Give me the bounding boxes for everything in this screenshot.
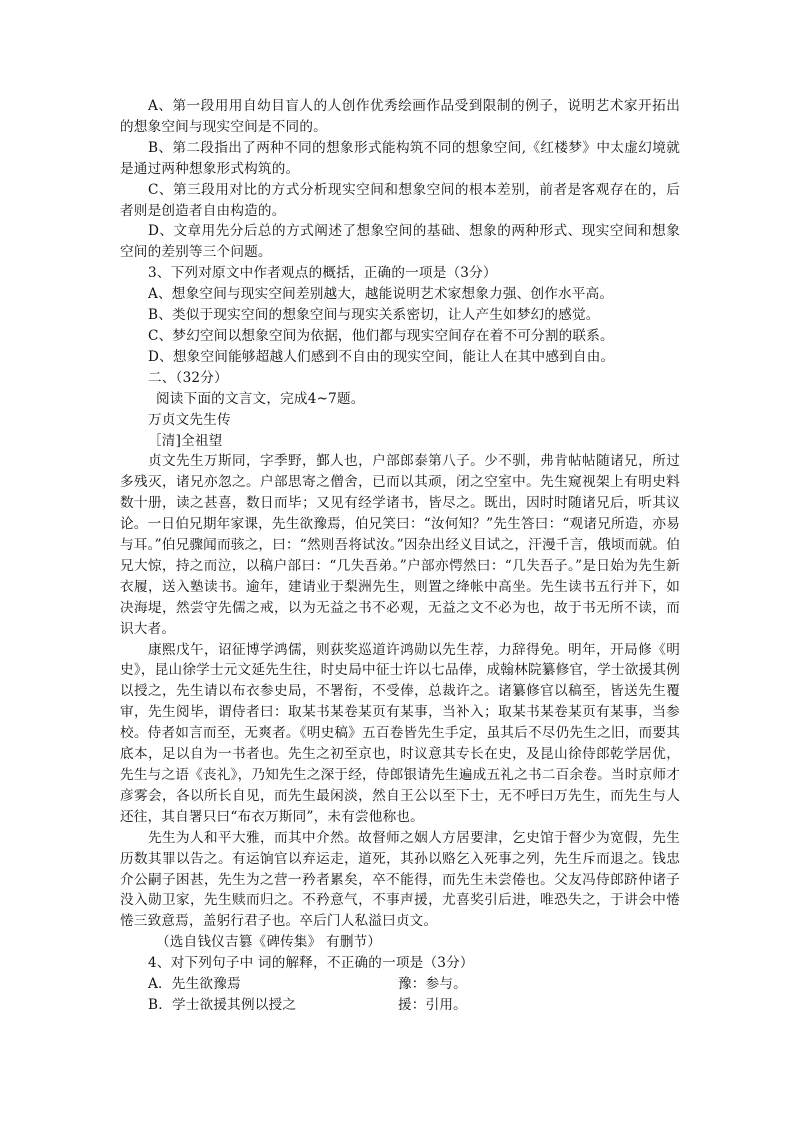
document-body — [120, 96, 680, 1016]
passage-author: ［清]全祖望 — [148, 432, 223, 449]
passage-title: 万贞文先生传 — [148, 411, 231, 428]
q2-option-b: B、第二段指出了两种不同的想象形式能构筑不同的想象空间,《红楼梦》中太虚幻境就是通过两种想象形式构筑的。 — [120, 139, 680, 177]
passage-source: （选自钱仪吉篡《碑传集》 有删节） — [156, 934, 382, 951]
q3-option-a: A、想象空间与现实空间差别越大，越能说明艺术家想象力强、创作水平高。 — [148, 286, 614, 303]
q3-option-c: C、梦幻空间以想象空间为依据，他们都与现实空间存在着不可分割的联系。 — [148, 327, 614, 344]
q4-option-b — [120, 995, 680, 1016]
q2-option-a: A、第一段用用自幼目盲人的人创作优秀绘画作品受到限制的例子，说明艺术家开拓出的想象空间与现实空间是不同的。 — [120, 98, 680, 135]
q3-stem: 3、下列对原文中作者观点的概括，正确的一项是（3分） — [148, 265, 497, 282]
section-heading: 二、（32分） — [148, 369, 228, 386]
q4-option-b-sentence: B．学士欲援其例以授之 — [148, 996, 297, 1013]
passage-paragraph-1: 贞文先生万斯同，字季野，鄞人也，户部郎泰第八子。少不驯，弗肯帖帖随诸兄，所过多残灭，诸兄亦忽之。户部思寄之僧舍，已而以其顽，闭之空室中。先生窥视架上有明史料数十册，读之甚喜，数日而毕；又见有经学诸书，皆尽之。既出，因时时随诸兄后，听其议论。一日伯兄期年家课，先生欲豫焉，伯兄笑曰：“汝何知？”先生答曰：“观诸兄所造，亦易与耳。”伯兄骤闻而骇之，曰：“然则吾将试汝。”因杂出经义目试之，汗漫千言，俄顷而就。伯兄大惊，持之而泣，以稿户部曰：“几失吾弟。”户部亦愕然曰：“几失吾子。”是日始为先生新衣履，送入塾读书。逾年，建请业于梨洲先生，则置之绛帐中高坐。先生读书五行并下，如决海堤，然尝守先儒之戒，以为无益之书不必观，无益之文不必为也，故于书无所不读，而识大者。 — [120, 453, 680, 637]
q4-option-a-sentence: A．先生欲豫焉 — [148, 976, 241, 993]
q2-option-d: D、文章用先分后总的方式阐述了想象空间的基础、想象的两种形式、现实空间和想象空间的差别等三个问题。 — [120, 223, 680, 261]
q2-option-c: C、第三段用对比的方式分析现实空间和想象空间的根本差别，前者是客观存在的，后者则是创造者自由构造的。 — [120, 181, 680, 219]
q3-option-b: B、类似于现实空间的想象空间与现实关系密切，让人产生如梦幻的感觉。 — [148, 307, 600, 324]
q4-option-a — [120, 974, 680, 995]
section-instruction: 阅读下面的文言文，完成4~7题。 — [156, 390, 365, 407]
q4-option-a-gloss: 豫：参与。 — [398, 976, 467, 993]
passage-paragraph-3: 先生为人和平大雅，而其中介然。故督师之姻人方居要津，乞史馆于督少为宽假，先生历数其罪以告之。有运饷官以弃运走，道死，其孙以赂乞入死事之列，先生斥而退之。钱忠介公嗣子困甚，先生为之营一矜者累矣，卒不能得，而先生未尝倦也。父友冯侍郎跻仲诸子没入勋卫家，先生赎而归之。不矜意气，不事声援，尤喜奖引后进，唯恐失之，于讲会中惓惓三致意焉，盖躬行君子也。卒后门人私溢曰贞文。 — [120, 829, 680, 930]
q3-option-d: D、想象空间能够超越人们感到不自由的现实空间，能让人在其中感到自由。 — [148, 348, 615, 365]
passage-paragraph-2: 康熙戊午，诏征博学鸿儒，则荻奖巡道许鸿勋以先生荐，力辞得免。明年，开局修《明史》，昆山徐学士元文延先生往，时史局中征士许以七品俸，成翰林院纂修官，学士欲援其例以授之，先生请以布衣参史局，不署衔，不受俸，总裁许之。诸纂修官以稿至，皆送先生覆审，先生阅毕，谓侍者曰：取某书某卷某页有某事，当补入；取某书某卷某页有某事，当参校。侍者如言而至，无爽者。《明史稿》五百卷皆先生手定，虽其后不尽仍先生之旧，而要其底本，足以自为一书者也。先生之初至京也，时议意其专长在史，及昆山徐侍郎乾学居优，先生与之语《丧礼》，乃知先生之深于经，侍郎银请先生遍成五礼之书二百余卷。当时京师才彦雾会，各以所长自见，而先生最闲淡，然自王公以至下士，无不呼曰万先生，而先生与人还往，其自署只曰“布衣万斯同”，未有尝他称也。 — [120, 641, 680, 825]
q4-stem: 4、对下列句子中 词的解释，不正确的一项是（3分） — [148, 955, 474, 972]
q4-option-b-gloss: 援：引用。 — [398, 996, 467, 1013]
